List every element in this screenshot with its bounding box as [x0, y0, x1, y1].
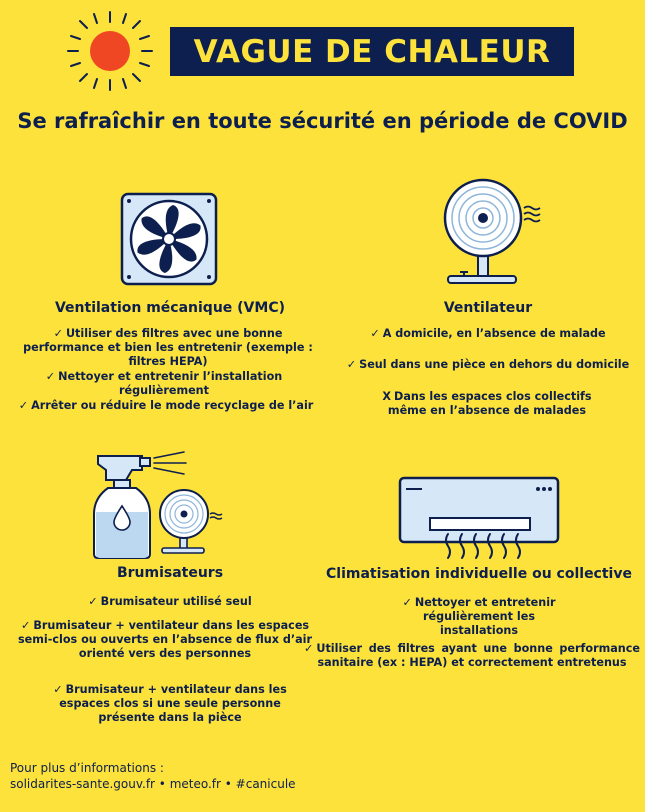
brumisateurs-item-1: ✓ Brumisateur utilisé seul [88, 595, 252, 608]
check-icon: ✓ [18, 399, 29, 412]
climatisation-item-1: ✓ Nettoyer et entretenir régulièrement les installations [402, 596, 556, 637]
cross-icon: X [382, 390, 392, 403]
page-subtitle: Se rafraîchir en toute sécurité en période de COVID [17, 109, 628, 133]
brumisateurs-item-3: ✓ Brumisateur + ventilateur dans les espaces clos si une seule personne présente dans la pièce [53, 683, 287, 724]
vmc-fan-icon [120, 192, 218, 286]
check-icon: ✓ [370, 327, 380, 340]
footer-info-label: Pour plus d’informations : [10, 761, 164, 775]
check-icon: ✓ [20, 619, 31, 632]
section-title-ventilateur: Ventilateur [443, 300, 533, 316]
ventilateur-item-3: X Dans les espaces clos collectifs même en l’absence de malades [382, 390, 592, 417]
section-title-climatisation: Climatisation individuelle ou collective [326, 566, 632, 582]
check-icon: ✓ [346, 358, 357, 371]
check-icon: ✓ [304, 642, 314, 655]
section-title-brumisateurs: Brumisateurs [116, 565, 224, 581]
vmc-item-2: ✓ Nettoyer et entretenir l’installation régulièrement [45, 370, 283, 397]
fan-icon [440, 178, 552, 286]
page-title: VAGUE DE CHALEUR [170, 27, 574, 76]
check-icon: ✓ [402, 596, 412, 609]
small-fan-icon [158, 486, 228, 556]
check-icon: ✓ [53, 683, 63, 696]
footer-links: solidarites-sante.gouv.fr • meteo.fr • #canicule [10, 777, 296, 791]
check-icon: ✓ [53, 327, 63, 340]
sun-icon [62, 8, 158, 94]
footer [10, 760, 296, 792]
section-title-vmc: Ventilation mécanique (VMC) [54, 300, 285, 316]
vmc-item-1: ✓ Utiliser des filtres avec une bonne performance et bien les entretenir (exemple : filtres HEPA) [23, 327, 313, 368]
check-icon: ✓ [88, 595, 98, 608]
check-icon: ✓ [45, 370, 56, 383]
climatisation-item-2: ✓ Utiliser des filtres ayant une bonne performance sanitaire (ex : HEPA) et correctement entretenus [304, 642, 640, 669]
vmc-item-3: ✓ Arrêter ou réduire le mode recyclage de l’air [18, 399, 314, 412]
ventilateur-item-2: ✓ Seul dans une pièce en dehors du domicile [346, 358, 630, 371]
brumisateurs-item-2: ✓ Brumisateur + ventilateur dans les espaces semi-clos ou ouverts en l’absence de flux d’air orienté vers des personnes [17, 619, 313, 660]
ventilateur-item-1: ✓ A domicile, en l’absence de malade [370, 327, 606, 340]
air-conditioner-icon [396, 474, 562, 570]
